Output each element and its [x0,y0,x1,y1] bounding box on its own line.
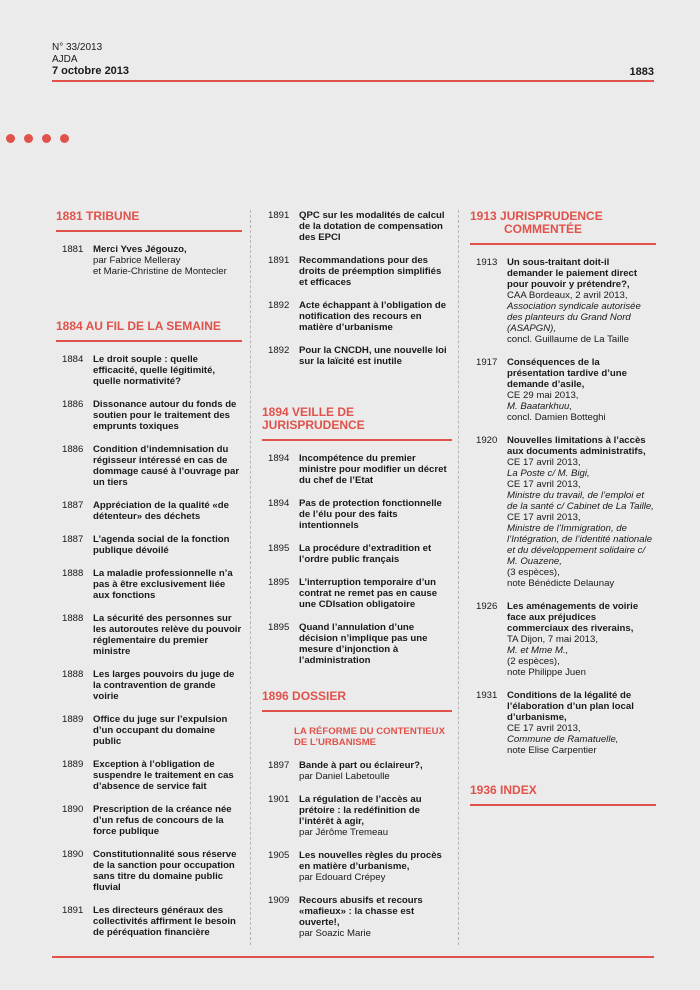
toc-entry[interactable] [56,444,242,488]
entry-page-number: 1891 [268,210,290,221]
entry-text [93,613,242,657]
entry-title: Un sous-traitant doit-il demander le paiement direct pour pouvoir y prétendre?, [507,257,638,290]
entry-text [299,577,452,610]
toc-entry[interactable] [262,850,452,883]
entry-page-number: 1909 [268,895,290,906]
toc-entry[interactable] [56,849,242,893]
entry-page-number: 1895 [268,543,290,554]
toc-entry[interactable] [262,895,452,939]
dossier-subtitle: LA RÉFORME DU CONTENTIEUX DE L’URBANISME [294,726,446,748]
entry-page-number: 1901 [268,794,290,805]
toc-entry[interactable] [262,543,452,565]
entry-text [299,895,452,939]
entry-text [299,345,452,367]
entry-page-number: 1889 [62,714,84,725]
entry-page-number: 1895 [268,577,290,588]
entry-detail: (2 espèces), [507,656,560,667]
entry-title: Quand l’annulation d’une décision n’implique pas une mesure d’injonction à l’administration [299,622,428,666]
entry-text [299,300,452,333]
toc-entry[interactable] [262,345,452,367]
entry-title: Appréciation de la qualité «de détenteur» des déchets [93,500,229,522]
section-title[interactable]: 1936 INDEX [470,784,656,806]
toc-entry[interactable] [262,255,452,288]
toc-entry[interactable] [470,435,656,589]
entry-title: Condition d’indemnisation du régisseur intéressé en cas de dommage causé à l’ouvrage par un tiers [93,444,240,488]
entry-page-number: 1887 [62,500,84,511]
entry-page-number: 1891 [268,255,290,266]
issue-date: 7 octobre 2013 [52,65,130,77]
toc-entry[interactable] [470,690,656,756]
entry-title: La procédure d’extradition et l’ordre public français [299,543,432,565]
entry-page-number: 1884 [62,354,84,365]
entry-text [299,760,452,782]
entry-list [262,760,452,939]
entry-page-number: 1890 [62,804,84,815]
entry-text [299,543,452,565]
entry-text [299,210,452,243]
toc-entry[interactable] [56,500,242,522]
section-tribune [56,210,242,289]
entry-text [299,794,452,838]
entry-text [507,357,656,423]
section-title[interactable] [470,210,656,245]
toc-entry[interactable] [56,714,242,747]
toc-entry[interactable] [262,794,452,838]
toc-entry[interactable] [262,300,452,333]
section-title[interactable]: 1894 VEILLE DE JURISPRUDENCE [262,406,452,441]
entry-list [470,257,656,756]
toc-entry[interactable] [470,601,656,678]
decorative-dots [6,134,69,143]
entry-title: L’agenda social de la fonction publique dévoilé [93,534,230,556]
entry-page-number: 1895 [268,622,290,633]
entry-detail: concl. Guillaume de La Taille [507,334,629,345]
toc-entry[interactable] [56,759,242,792]
entry-text [299,622,452,666]
section-title[interactable]: 1896 DOSSIER [262,690,452,712]
entry-title: La sécurité des personnes sur les autoroutes relève du pouvoir réglementaire du premier ministre [93,613,242,657]
entry-detail: (3 espèces), [507,567,560,578]
section-continued [262,210,452,379]
toc-entry[interactable] [56,244,242,277]
toc-entry[interactable] [56,568,242,601]
entry-title: Dissonance autour du fonds de soutien pour le traitement des emprunts toxiques [93,399,237,432]
entry-case-name: M. et Mme M., [507,645,569,656]
entry-page-number: 1890 [62,849,84,860]
page-header [52,42,654,82]
header-rule [52,80,654,82]
entry-page-number: 1897 [268,760,290,771]
entry-text [299,850,452,883]
toc-entry[interactable] [262,622,452,666]
issue-number: N° 33/2013 [52,42,103,53]
entry-list [262,210,452,367]
footer-rule [52,956,654,958]
section-index [470,784,656,806]
entry-detail: CE 29 mai 2013, [507,390,579,401]
entry-case-name: Ministre du travail, de l’emploi et de la santé c/ Cabinet de La Taille, [507,490,654,512]
entry-title: Bande à part ou éclaireur?, [299,760,423,771]
column-divider [250,210,251,945]
section-dossier [262,690,452,951]
entry-page-number: 1891 [62,905,84,916]
section-title-line: 1913 JURISPRUDENCE [470,209,603,223]
dot-icon [24,134,33,143]
entry-page-number: 1913 [476,257,498,268]
entry-title: Pour la CNCDH, une nouvelle loi sur la laïcité est inutile [299,345,447,367]
entry-page-number: 1931 [476,690,498,701]
toc-entry[interactable] [262,498,452,531]
entry-detail: TA Dijon, 7 mai 2013, [507,634,599,645]
entry-text [93,399,242,432]
entry-page-number: 1894 [268,498,290,509]
entry-text [93,669,242,702]
entry-case-name: Association syndicale autorisée des planteurs du Grand Nord (ASAPGN), [507,301,641,334]
entry-text [93,354,242,387]
section-veille [262,406,452,678]
entry-author: par Edouard Crépey [299,872,386,883]
entry-detail: CE 17 avril 2013, [507,723,581,734]
page-number: 1883 [629,66,654,78]
section-title[interactable]: 1884 AU FIL DE LA SEMAINE [56,320,242,342]
entry-text [299,255,452,288]
entry-title: La régulation de l’accès au prétoire : la redéfinition de l’intérêt à agir, [299,794,422,827]
entry-author: par Jérôme Tremeau [299,827,389,838]
entry-page-number: 1926 [476,601,498,612]
entry-text [93,568,242,601]
toc-entry[interactable] [262,210,452,243]
section-title[interactable]: 1881 TRIBUNE [56,210,242,232]
entry-page-number: 1886 [62,399,84,410]
entry-page-number: 1889 [62,759,84,770]
toc-entry[interactable] [56,399,242,432]
toc-entry[interactable] [262,577,452,610]
entry-page-number: 1881 [62,244,84,255]
entry-text [93,534,242,556]
toc-entry[interactable] [470,357,656,423]
entry-text [507,435,656,589]
entry-title: Recommandations pour des droits de préemption simplifiés et efficaces [299,255,442,288]
toc-entry[interactable] [56,354,242,387]
entry-detail: CE 17 avril 2013, [507,457,581,468]
section-title-line: COMMENTÉE [504,222,582,236]
entry-text [93,500,242,522]
dot-icon [6,134,15,143]
entry-title: Exception à l’obligation de suspendre le traitement en cas d’absence de service fait [93,759,234,792]
entry-detail: CAA Bordeaux, 2 avril 2013, [507,290,628,301]
entry-title: Les directeurs généraux des collectivités affirment le besoin de péréquation financière [93,905,236,938]
entry-title: Le droit souple : quelle efficacité, quelle légitimité, quelle normativité? [93,354,216,387]
entry-list [56,244,242,277]
entry-title: Prescription de la créance née d’un refus de concours de la force publique [93,804,232,837]
entry-case-name: La Poste c/ M. Bigi, [507,468,590,479]
entry-list [56,354,242,938]
toc-entry[interactable] [56,534,242,556]
entry-title: Incompétence du premier ministre pour modifier un décret du chef de l’Etat [299,453,447,486]
entry-title: Office du juge sur l’expulsion d’un occupant du domaine public [93,714,228,747]
toc-entry[interactable] [56,613,242,657]
entry-page-number: 1888 [62,568,84,579]
entry-page-number: 1888 [62,669,84,680]
entry-title: Les nouvelles règles du procès en matière d’urbanisme, [299,850,442,872]
entry-detail: concl. Damien Botteghi [507,412,606,423]
entry-case-name: M. Baatarkhuu, [507,401,573,412]
entry-detail: CE 17 avril 2013, [507,512,581,523]
entry-detail: CE 17 avril 2013, [507,479,581,490]
entry-page-number: 1886 [62,444,84,455]
entry-text [299,498,452,531]
dot-icon [60,134,69,143]
entry-text [93,849,242,893]
entry-title: Acte échappant à l’obligation de notification des recours en matière d’urbanisme [299,300,447,333]
entry-page-number: 1917 [476,357,498,368]
entry-page-number: 1894 [268,453,290,464]
entry-page-number: 1888 [62,613,84,624]
entry-detail: note Bénédicte Delaunay [507,578,615,589]
entry-title: Constitutionnalité sous réserve de la sanction pour occupation sans titre du domaine public fluvial [93,849,237,893]
entry-text [93,804,242,837]
toc-entry[interactable] [470,257,656,345]
entry-title: Les aménagements de voirie face aux préjudices commerciaux des riverains, [507,601,639,634]
entry-list [262,453,452,666]
section-semaine [56,320,242,950]
toc-entry[interactable] [262,760,452,782]
entry-case-name: Commune de Ramatuelle, [507,734,619,745]
column-divider [458,210,459,945]
entry-detail: note Elise Carpentier [507,745,597,756]
entry-text [299,453,452,486]
entry-author: par Daniel Labetoulle [299,771,390,782]
journal-name: AJDA [52,54,78,65]
entry-detail: note Philippe Juen [507,667,586,678]
entry-text [507,601,656,678]
entry-author: et Marie-Christine de Montecler [93,266,227,277]
entry-text [93,714,242,747]
entry-text [93,905,242,938]
entry-title: QPC sur les modalités de calcul de la dotation de compensation des EPCI [299,210,445,243]
entry-page-number: 1920 [476,435,498,446]
entry-page-number: 1887 [62,534,84,545]
entry-page-number: 1892 [268,300,290,311]
entry-case-name: Ministre de l’Immigration, de l’Intégration, de l’identité nationale et du développement solidaire c/ M. Ouazene, [507,523,653,567]
toc-entry[interactable] [56,669,242,702]
entry-text [93,244,242,277]
entry-page-number: 1905 [268,850,290,861]
entry-text [507,257,656,345]
entry-title: Pas de protection fonctionnelle de l’élu pour des faits intentionnels [299,498,442,531]
entry-title: Les larges pouvoirs du juge de la contravention de grande voirie [93,669,235,702]
entry-text [93,759,242,792]
toc-entry[interactable] [56,905,242,938]
entry-title: Nouvelles limitations à l’accès aux documents administratifs, [507,435,646,457]
entry-text [507,690,656,756]
entry-title: Recours abusifs et recours «mafieux» : la chasse est ouverte!, [299,895,423,928]
toc-entry[interactable] [56,804,242,837]
entry-title: Conséquences de la présentation tardive d’une demande d’asile, [507,357,627,390]
entry-page-number: 1892 [268,345,290,356]
entry-author: par Soazic Marie [299,928,371,939]
dot-icon [42,134,51,143]
entry-title: Merci Yves Jégouzo, [93,244,187,255]
entry-title: L’interruption temporaire d’un contrat ne remet pas en cause une CDIsation obligatoire [299,577,438,610]
toc-entry[interactable] [262,453,452,486]
entry-title: La maladie professionnelle n’a pas à être exclusivement liée aux fonctions [93,568,233,601]
entry-title: Conditions de la légalité de l’élaboration d’un plan local d’urbanisme, [507,690,634,723]
entry-author: par Fabrice Melleray [93,255,181,266]
entry-text [93,444,242,488]
section-jurisprudence [470,210,656,768]
